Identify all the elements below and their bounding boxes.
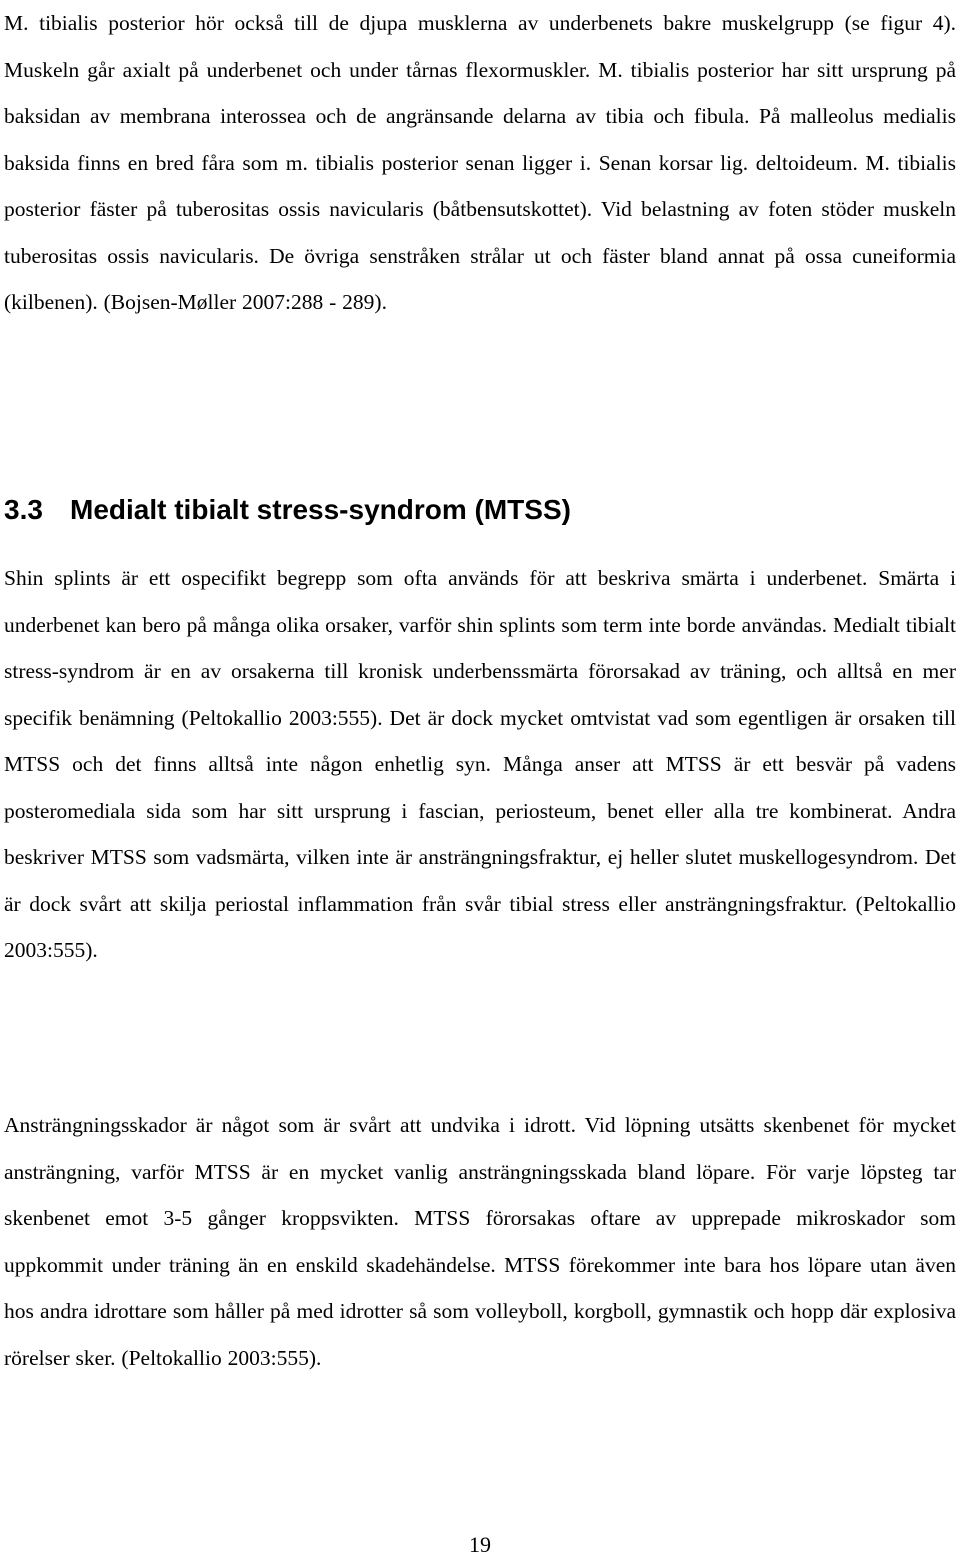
page-number: 19 — [469, 1532, 491, 1557]
paragraph-shin-splints: Shin splints är ett ospecifikt begrepp som ofta används för att beskriva smärta i underbenet. Smärta i underbenet kan bero på många olika orsaker, varför shin splints som term inte borde användas. Medialt tibialt stress-syndrom är en av orsakerna till kronisk underbenssmärta förorsakad av träning, och alltså en mer specifik benämning (Peltokallio 2003:555). Det är dock mycket omtvistat vad som egentligen är orsaken till MTSS och det finns alltså inte någon enhetlig syn. Många anser att MTSS är ett besvär på vadens posteromediala sida som har sitt ursprung i fascian, periosteum, benet eller alla tre kombinerat. Andra beskriver MTSS som vadsmärta, vilken inte är ansträngningsfraktur, ej heller slutet muskellogesyndrom. Det är dock svårt att skilja periostal inflammation från svår tibial stress eller ansträngningsfraktur. (Peltokallio 2003:555). — [4, 566, 956, 962]
section-title: Medialt tibialt stress-syndrom (MTSS) — [70, 494, 571, 525]
paragraph-tibialis-posterior: M. tibialis posterior hör också till de djupa musklerna av underbenets bakre muskelgrupp (se figur 4). Muskeln går axialt på underbenet och under tårnas flexormuskler. M. tibialis posterior har sitt ursprung på baksidan av membrana interossea och de angränsande delarna av tibia och fibula. På malleolus medialis baksida finns en bred fåra som m. tibialis posterior senan ligger i. Senan korsar lig. deltoideum. M. tibialis posterior fäster på tuberositas ossis navicularis (båtbensutskottet). Vid belastning av foten stöder muskeln tuberositas ossis navicularis. De övriga senstråken strålar ut och fäster bland annat på ossa cuneiformia (kilbenen). (Bojsen-Møller 2007:288 - 289). — [4, 11, 956, 314]
paragraph-anstrangningsskador: Ansträngningsskador är något som är svårt att undvika i idrott. Vid löpning utsätts skenbenet för mycket ansträngning, varför MTSS är en mycket vanlig ansträngningsskada bland löpare. För varje löpsteg tar skenbenet emot 3-5 gånger kroppsvikten. MTSS förorsakas oftare av upprepade mikroskador som uppkommit under träning än en enskild skadehändelse. MTSS förekommer inte bara hos löpare utan även hos andra idrottare som håller på med idrotter så som volleyboll, korgboll, gymnastik och hopp där explosiva rörelser sker. (Peltokallio 2003:555). — [4, 1113, 956, 1370]
section-number: 3.3 — [4, 494, 43, 525]
section-heading — [4, 486, 571, 534]
